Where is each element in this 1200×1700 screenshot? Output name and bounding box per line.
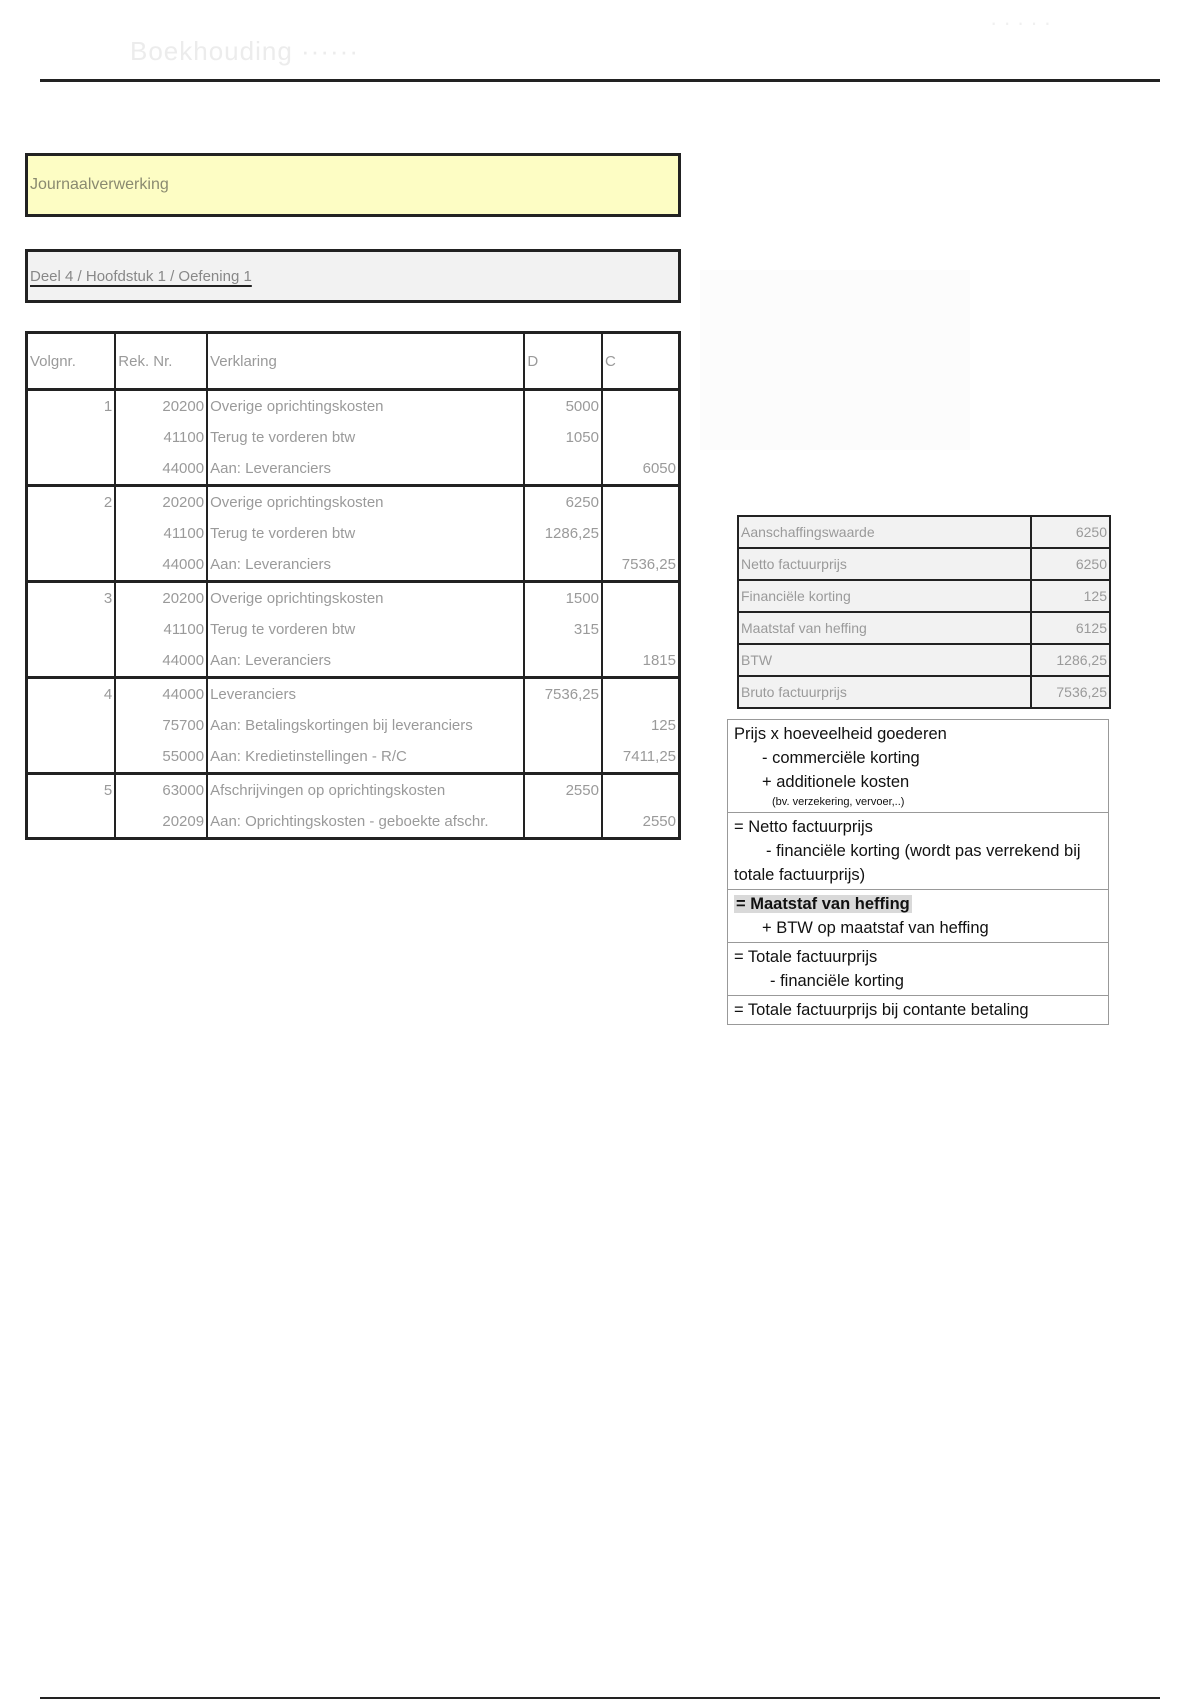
cell-debet: 1500 bbox=[524, 582, 602, 615]
cell-credit bbox=[602, 390, 680, 423]
cell-reknr: 63000 bbox=[115, 774, 207, 807]
cell-debet: 1050 bbox=[524, 422, 602, 453]
table-row bbox=[27, 486, 680, 519]
table-row bbox=[27, 806, 680, 839]
cell-volgnr bbox=[27, 453, 116, 486]
cell-debet bbox=[524, 549, 602, 582]
explain-note: (bv. verzekering, vervoer,..) bbox=[772, 796, 905, 808]
price-explanation-box bbox=[727, 719, 1109, 1025]
calc-row bbox=[738, 548, 1110, 580]
cell-volgnr bbox=[27, 422, 116, 453]
cell-debet bbox=[524, 453, 602, 486]
cell-reknr: 20209 bbox=[115, 806, 207, 839]
explain-section bbox=[728, 720, 1108, 813]
explain-line: - financiële korting bbox=[770, 972, 904, 990]
calc-row bbox=[738, 644, 1110, 676]
cell-reknr: 44000 bbox=[115, 453, 207, 486]
cell-volgnr bbox=[27, 741, 116, 774]
cell-verklaring: Overige oprichtingskosten bbox=[207, 486, 524, 519]
title-box bbox=[25, 153, 681, 217]
calc-value: 6125 bbox=[1031, 612, 1110, 644]
cell-verklaring: Terug te vorderen btw bbox=[207, 518, 524, 549]
calc-label: BTW bbox=[738, 644, 1031, 676]
cell-credit bbox=[602, 486, 680, 519]
cell-reknr: 75700 bbox=[115, 710, 207, 741]
highlighted-term: = Maatstaf van heffing bbox=[736, 895, 910, 913]
cell-debet: 315 bbox=[524, 614, 602, 645]
cell-debet bbox=[524, 741, 602, 774]
calc-label: Bruto factuurprijs bbox=[738, 676, 1031, 708]
cell-debet bbox=[524, 645, 602, 678]
cell-debet: 5000 bbox=[524, 390, 602, 423]
header-reknr: Rek. Nr. bbox=[115, 333, 207, 390]
explain-line: = Totale factuurprijs bbox=[734, 948, 878, 966]
cell-reknr: 20200 bbox=[115, 390, 207, 423]
cell-reknr: 44000 bbox=[115, 549, 207, 582]
table-row bbox=[27, 549, 680, 582]
cell-volgnr: 3 bbox=[27, 582, 116, 615]
cell-credit bbox=[602, 678, 680, 711]
cell-credit: 6050 bbox=[602, 453, 680, 486]
calc-value: 6250 bbox=[1031, 516, 1110, 548]
cell-verklaring: Aan: Kredietinstellingen - R/C bbox=[207, 741, 524, 774]
cell-verklaring: Afschrijvingen op oprichtingskosten bbox=[207, 774, 524, 807]
cell-verklaring: Overige oprichtingskosten bbox=[207, 582, 524, 615]
cell-reknr: 44000 bbox=[115, 678, 207, 711]
table-row bbox=[27, 678, 680, 711]
table-row bbox=[27, 453, 680, 486]
faint-header-text: Boekhouding ······ bbox=[130, 36, 359, 66]
cell-volgnr: 2 bbox=[27, 486, 116, 519]
cell-debet: 7536,25 bbox=[524, 678, 602, 711]
explain-section bbox=[728, 943, 1108, 996]
bottom-rule bbox=[40, 1697, 1160, 1699]
calc-row bbox=[738, 580, 1110, 612]
faint-background-block bbox=[700, 270, 970, 450]
table-row bbox=[27, 774, 680, 807]
calc-value: 1286,25 bbox=[1031, 644, 1110, 676]
cell-debet: 1286,25 bbox=[524, 518, 602, 549]
journal-body bbox=[27, 390, 680, 839]
cell-verklaring: Terug te vorderen btw bbox=[207, 422, 524, 453]
cell-verklaring: Aan: Leveranciers bbox=[207, 645, 524, 678]
cell-debet bbox=[524, 710, 602, 741]
calc-value: 6250 bbox=[1031, 548, 1110, 580]
calc-value: 125 bbox=[1031, 580, 1110, 612]
cell-volgnr bbox=[27, 806, 116, 839]
cell-credit bbox=[602, 614, 680, 645]
cell-volgnr: 1 bbox=[27, 390, 116, 423]
cell-volgnr: 5 bbox=[27, 774, 116, 807]
table-row bbox=[27, 614, 680, 645]
table-row bbox=[27, 710, 680, 741]
cell-debet: 2550 bbox=[524, 774, 602, 807]
cell-volgnr: 4 bbox=[27, 678, 116, 711]
explain-line: - commerciële korting bbox=[762, 749, 920, 767]
cell-volgnr bbox=[27, 645, 116, 678]
cell-volgnr bbox=[27, 614, 116, 645]
cell-reknr: 55000 bbox=[115, 741, 207, 774]
explain-section bbox=[728, 813, 1108, 890]
cell-credit bbox=[602, 518, 680, 549]
header-credit: C bbox=[602, 333, 680, 390]
cell-volgnr bbox=[27, 710, 116, 741]
cell-credit bbox=[602, 422, 680, 453]
top-rule bbox=[40, 79, 1160, 82]
explain-line bbox=[734, 892, 1102, 916]
subtitle-text: Deel 4 / Hoofdstuk 1 / Oefening 1 bbox=[30, 267, 252, 285]
cell-verklaring: Aan: Leveranciers bbox=[207, 549, 524, 582]
calc-row bbox=[738, 676, 1110, 708]
table-row bbox=[27, 422, 680, 453]
explain-section bbox=[728, 996, 1108, 1024]
journal-header-row bbox=[27, 333, 680, 390]
cell-reknr: 20200 bbox=[115, 582, 207, 615]
header-verklaring: Verklaring bbox=[207, 333, 524, 390]
header-volgnr: Volgnr. bbox=[27, 333, 116, 390]
cell-credit: 7411,25 bbox=[602, 741, 680, 774]
explain-line: Prijs x hoeveelheid goederen bbox=[734, 725, 947, 743]
table-row bbox=[27, 390, 680, 423]
calc-label: Maatstaf van heffing bbox=[738, 612, 1031, 644]
table-row bbox=[27, 741, 680, 774]
calculation-table bbox=[737, 515, 1111, 709]
cell-reknr: 20200 bbox=[115, 486, 207, 519]
cell-verklaring: Aan: Oprichtingskosten - geboekte afschr. bbox=[207, 806, 524, 839]
cell-debet bbox=[524, 806, 602, 839]
explain-line: = Netto factuurprijs bbox=[734, 818, 873, 836]
subtitle-box bbox=[25, 249, 681, 303]
calc-label: Netto factuurprijs bbox=[738, 548, 1031, 580]
cell-credit bbox=[602, 774, 680, 807]
cell-volgnr bbox=[27, 518, 116, 549]
table-row bbox=[27, 645, 680, 678]
header-debet: D bbox=[524, 333, 602, 390]
cell-debet: 6250 bbox=[524, 486, 602, 519]
cell-credit: 125 bbox=[650, 717, 676, 734]
cell-reknr: 44000 bbox=[115, 645, 207, 678]
explain-line: = Totale factuurprijs bij contante betaling bbox=[734, 1001, 1029, 1019]
cell-credit bbox=[602, 582, 680, 615]
title-text: Journaalverwerking bbox=[30, 176, 169, 193]
cell-verklaring: Aan: Leveranciers bbox=[207, 453, 524, 486]
calc-label: Aanschaffingswaarde bbox=[738, 516, 1031, 548]
explain-section bbox=[728, 890, 1108, 943]
cell-reknr: 41100 bbox=[115, 614, 207, 645]
explain-line: - financiële korting (wordt pas verrekend bij totale factuurprijs) bbox=[734, 842, 1081, 884]
explain-line: + BTW op maatstaf van heffing bbox=[762, 919, 989, 937]
cell-verklaring: Aan: Betalingskortingen bij leveranciers bbox=[207, 710, 524, 741]
calc-row bbox=[738, 516, 1110, 548]
calc-value: 7536,25 bbox=[1031, 676, 1110, 708]
cell-credit: 1815 bbox=[602, 645, 680, 678]
cell-credit: 2550 bbox=[642, 813, 676, 830]
calc-label: Financiële korting bbox=[738, 580, 1031, 612]
calc-row bbox=[738, 612, 1110, 644]
cell-verklaring: Overige oprichtingskosten bbox=[207, 390, 524, 423]
table-row bbox=[27, 582, 680, 615]
cell-verklaring: Terug te vorderen btw bbox=[207, 614, 524, 645]
journal-table bbox=[25, 331, 681, 840]
cell-reknr: 41100 bbox=[115, 518, 207, 549]
cell-volgnr bbox=[27, 549, 116, 582]
table-row bbox=[27, 518, 680, 549]
faint-header-right: · · · · · bbox=[990, 10, 1052, 35]
cell-verklaring: Leveranciers bbox=[207, 678, 524, 711]
cell-reknr: 41100 bbox=[115, 422, 207, 453]
explain-line: + additionele kosten bbox=[762, 773, 910, 791]
cell-credit: 7536,25 bbox=[602, 549, 680, 582]
